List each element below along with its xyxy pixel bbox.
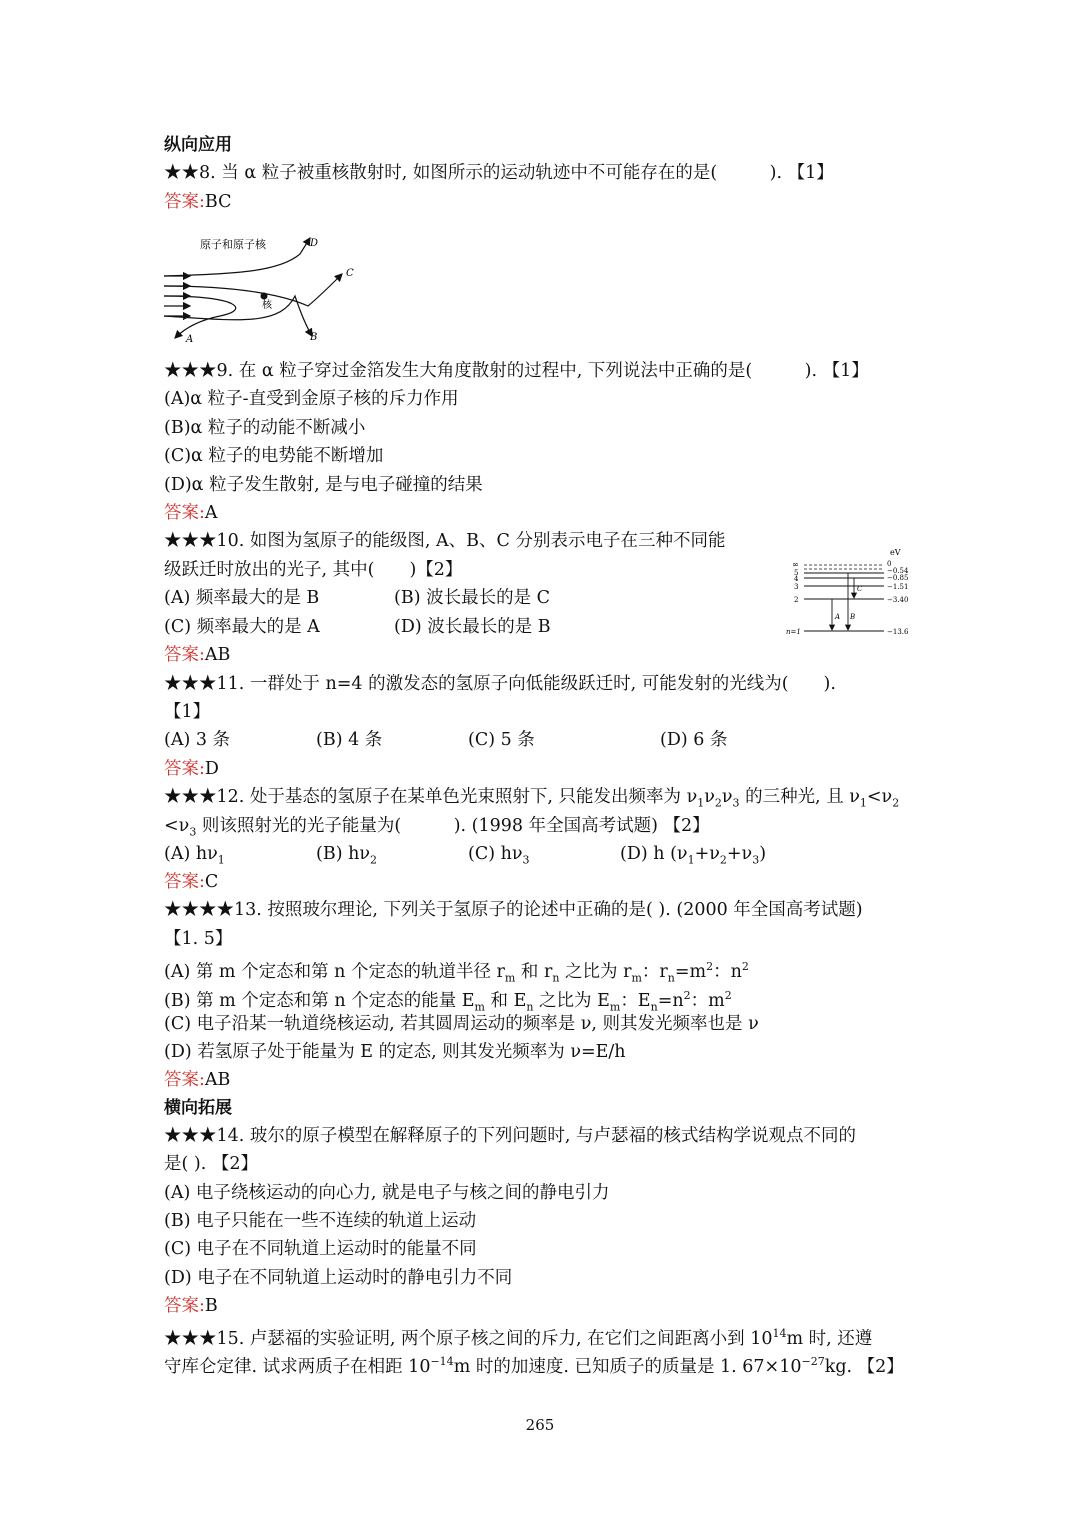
subscript: 1 [697,796,705,810]
text: ν [721,787,733,807]
q11-option-b: (B) 4 条 [316,730,383,750]
text: ：n [713,961,742,982]
section-heading-longitudinal: 纵向应用 [164,135,232,155]
superscript: 2 [724,989,732,1002]
superscript: 2 [741,960,749,973]
text: ：r [641,961,668,982]
text: ★★★12. 处于基态的氢原子在某单色光束照射下, 只能发出频率为 ν [164,787,698,807]
text: 则该照射光的光子能量为( ). (1998 年全国高考试题) 【2】 [196,816,710,836]
level-n-inf: ∞ [792,560,799,569]
subscript: n [526,1000,534,1014]
level-n-4: 4 [794,575,799,583]
q12-option-a [164,844,225,867]
text: 的三种光, 且 ν [739,787,860,807]
text: (A) hν [164,844,218,864]
text: =m [674,961,707,982]
q14-option-b: (B) 电子只能在一些不连续的轨道上运动 [164,1211,477,1231]
answer-label: 答案: [164,759,205,779]
page-number: 265 [525,1416,555,1434]
q10-answer [164,641,230,669]
superscript: 2 [683,989,691,1002]
unit-label: eV [890,548,901,557]
q10-stem-line2: 级跃迁时放出的光子, 其中( )【2】 [164,560,463,580]
answer-value: D [204,759,219,779]
subscript: 3 [732,796,740,810]
subscript: m [609,1000,621,1014]
subscript: 2 [370,853,377,867]
q14-answer [164,1292,218,1320]
q8-stem: ★★8. 当 α 粒子被重核散射时, 如图所示的运动轨迹中不可能存在的是( ). 【1】 [164,163,834,183]
subscript: m [504,971,516,985]
text: (A) 第 m 个定态和第 n 个定态的轨道半径 r [164,961,505,982]
q15-stem-line2 [164,1348,904,1381]
text: ν [704,787,715,807]
subscript: 2 [892,796,900,810]
transition-label-a: A [835,613,841,621]
text: <ν [164,816,190,836]
text: ：m [690,990,725,1011]
q14-option-c: (C) 电子在不同轨道上运动时的能量不同 [164,1239,477,1259]
q10-options-row1 [164,584,551,612]
superscript: −27 [801,1355,825,1368]
level-n-5: 5 [794,569,799,577]
answer-label: 答案: [164,645,205,665]
level-e-5: −0.54 [887,567,909,575]
text: <ν [866,787,893,807]
text: +ν [694,844,720,864]
text: =n [657,990,684,1011]
q8-answer [164,188,231,216]
text: 和 r [515,961,553,982]
transition-label-b: B [850,613,856,621]
q9-option-c: (C)α 粒子的电势能不断增加 [164,446,384,466]
level-e-0: 0 [887,560,892,568]
nucleus-label: 核 [262,300,272,311]
text: 之比为 E [533,990,610,1011]
q10-option-b: (B) 波长最长的是 C [394,588,551,608]
level-e-4: −0.85 [887,574,909,582]
answer-value: AB [204,645,231,665]
q12-option-b [316,840,377,875]
text: m 时, 还遵 [786,1328,873,1349]
text: 之比为 r [559,961,632,982]
subscript: 1 [217,853,225,867]
q11-mark: 【1】 [164,702,211,722]
answer-label: 答案: [164,1296,205,1316]
subscript: n [552,971,560,985]
q11-stem: ★★★11. 一群处于 n=4 的激发态的氢原子向低能级跃迁时, 可能发射的光线为( ). [164,674,836,694]
text: +ν [726,844,753,864]
trajectory-label-b: B [310,332,318,343]
q10-option-a: (A) 频率最大的是 B [164,588,320,608]
subscript: n [667,971,675,985]
text: ★★★15. 卢瑟福的实验证明, 两个原子核之间的斥力, 在它们之间距离小到 10 [164,1328,773,1349]
q14-stem-line1: ★★★14. 玻尔的原子模型在解释原子的下列问题时, 与卢瑟福的核式结构学说观点不同的 [164,1126,857,1146]
answer-value: AB [204,1070,231,1090]
q13-option-d: (D) 若氢原子处于能量为 E 的定态, 则其发光频率为 ν=E/h [164,1042,626,1062]
level-e-2: −3.40 [887,596,909,604]
subscript: 2 [714,796,722,810]
q11-option-c: (C) 5 条 [468,730,535,750]
trajectory-label-d: D [310,238,319,249]
q12-answer [164,868,218,896]
text: (B) 第 m 个定态和第 n 个定态的能量 E [164,990,475,1011]
nucleus-dot [261,293,268,300]
trajectory-label-c: C [346,268,354,279]
q9-option-d: (D)α 粒子发生散射, 是与电子碰撞的结果 [164,475,483,495]
level-n-3: 3 [794,583,799,591]
transition-label-c: C [857,585,863,593]
answer-label: 答案: [164,1070,205,1090]
q14-option-d: (D) 电子在不同轨道上运动时的静电引力不同 [164,1268,513,1288]
subscript: 3 [522,853,530,867]
superscript: 2 [706,960,714,973]
answer-label: 答案: [164,503,205,523]
text: (B) hν [316,844,370,864]
level-n-2: 2 [794,596,799,604]
scattering-trajectory-figure [160,226,370,348]
q14-option-a: (A) 电子绕核运动的向心力, 就是电子与核之间的静电引力 [164,1183,610,1203]
text: (D) h (ν [620,844,688,864]
text: (C) hν [468,844,523,864]
text: ) [759,844,767,864]
q9-option-a: (A)α 粒子-直受到金原子核的斥力作用 [164,389,459,409]
q10-option-d: (D) 波长最长的是 B [394,617,551,637]
q10-options-row2 [164,613,551,641]
figure-label: 原子和原子核 [200,238,266,251]
subscript: 3 [752,853,760,867]
q9-stem: ★★★9. 在 α 粒子穿过金箔发生大角度散射的过程中, 下列说法中正确的是( ). 【1】 [164,361,869,381]
q13-mark: 【1. 5】 [164,929,233,949]
text: kg. 【2】 [824,1356,904,1377]
subscript: m [474,1000,485,1014]
q11-option-d: (D) 6 条 [660,730,728,750]
answer-label: 答案: [164,192,205,212]
level-e-1: −13.6 [887,628,909,636]
answer-label: 答案: [164,872,205,892]
superscript: −14 [430,1355,454,1368]
q14-stem-line2: 是( ). 【2】 [164,1154,258,1174]
trajectory-label-a: A [186,334,194,345]
answer-value: B [204,1296,218,1316]
q13-stem: ★★★★13. 按照玻尔理论, 下列关于氢原子的论述中正确的是( ). (2000 年全国高考试题) [164,900,863,920]
text: m 时的加速度. 已知质子的质量是 1. 67×10 [453,1356,802,1377]
energy-level-diagram [784,545,914,640]
q12-option-d [620,840,766,875]
subscript: m [631,971,642,985]
text: 和 E [484,990,527,1011]
answer-value: BC [204,192,232,212]
q9-answer [164,499,218,527]
superscript: 14 [772,1327,787,1340]
subscript: 2 [719,853,727,867]
subscript: 1 [859,796,867,810]
section-heading-transverse: 横向拓展 [164,1098,232,1118]
subscript: n [650,1000,658,1014]
q12-option-c [468,840,530,875]
answer-value: A [204,503,218,523]
q12-options [164,840,784,875]
q10-stem-line1: ★★★10. 如图为氢原子的能级图, A、B、C 分别表示电子在三种不同能 [164,531,726,551]
q10-option-c: (C) 频率最大的是 A [164,617,320,637]
level-n-1: n=1 [786,628,801,636]
q13-answer [164,1066,230,1094]
level-e-3: −1.51 [887,583,909,591]
q11-answer [164,755,219,783]
q11-option-a: (A) 3 条 [164,730,231,750]
q11-options [164,726,764,754]
text: 守库仑定律. 试求两质子在相距 10 [164,1356,431,1377]
text: ：E [620,990,651,1011]
q13-option-c: (C) 电子沿某一轨道绕核运动, 若其圆周运动的频率是 ν, 则其发光频率也是 ν [164,1014,759,1034]
subscript: 1 [687,853,695,867]
q9-option-b: (B)α 粒子的动能不断减小 [164,418,366,438]
answer-value: C [204,872,219,892]
subscript: 3 [189,825,197,839]
